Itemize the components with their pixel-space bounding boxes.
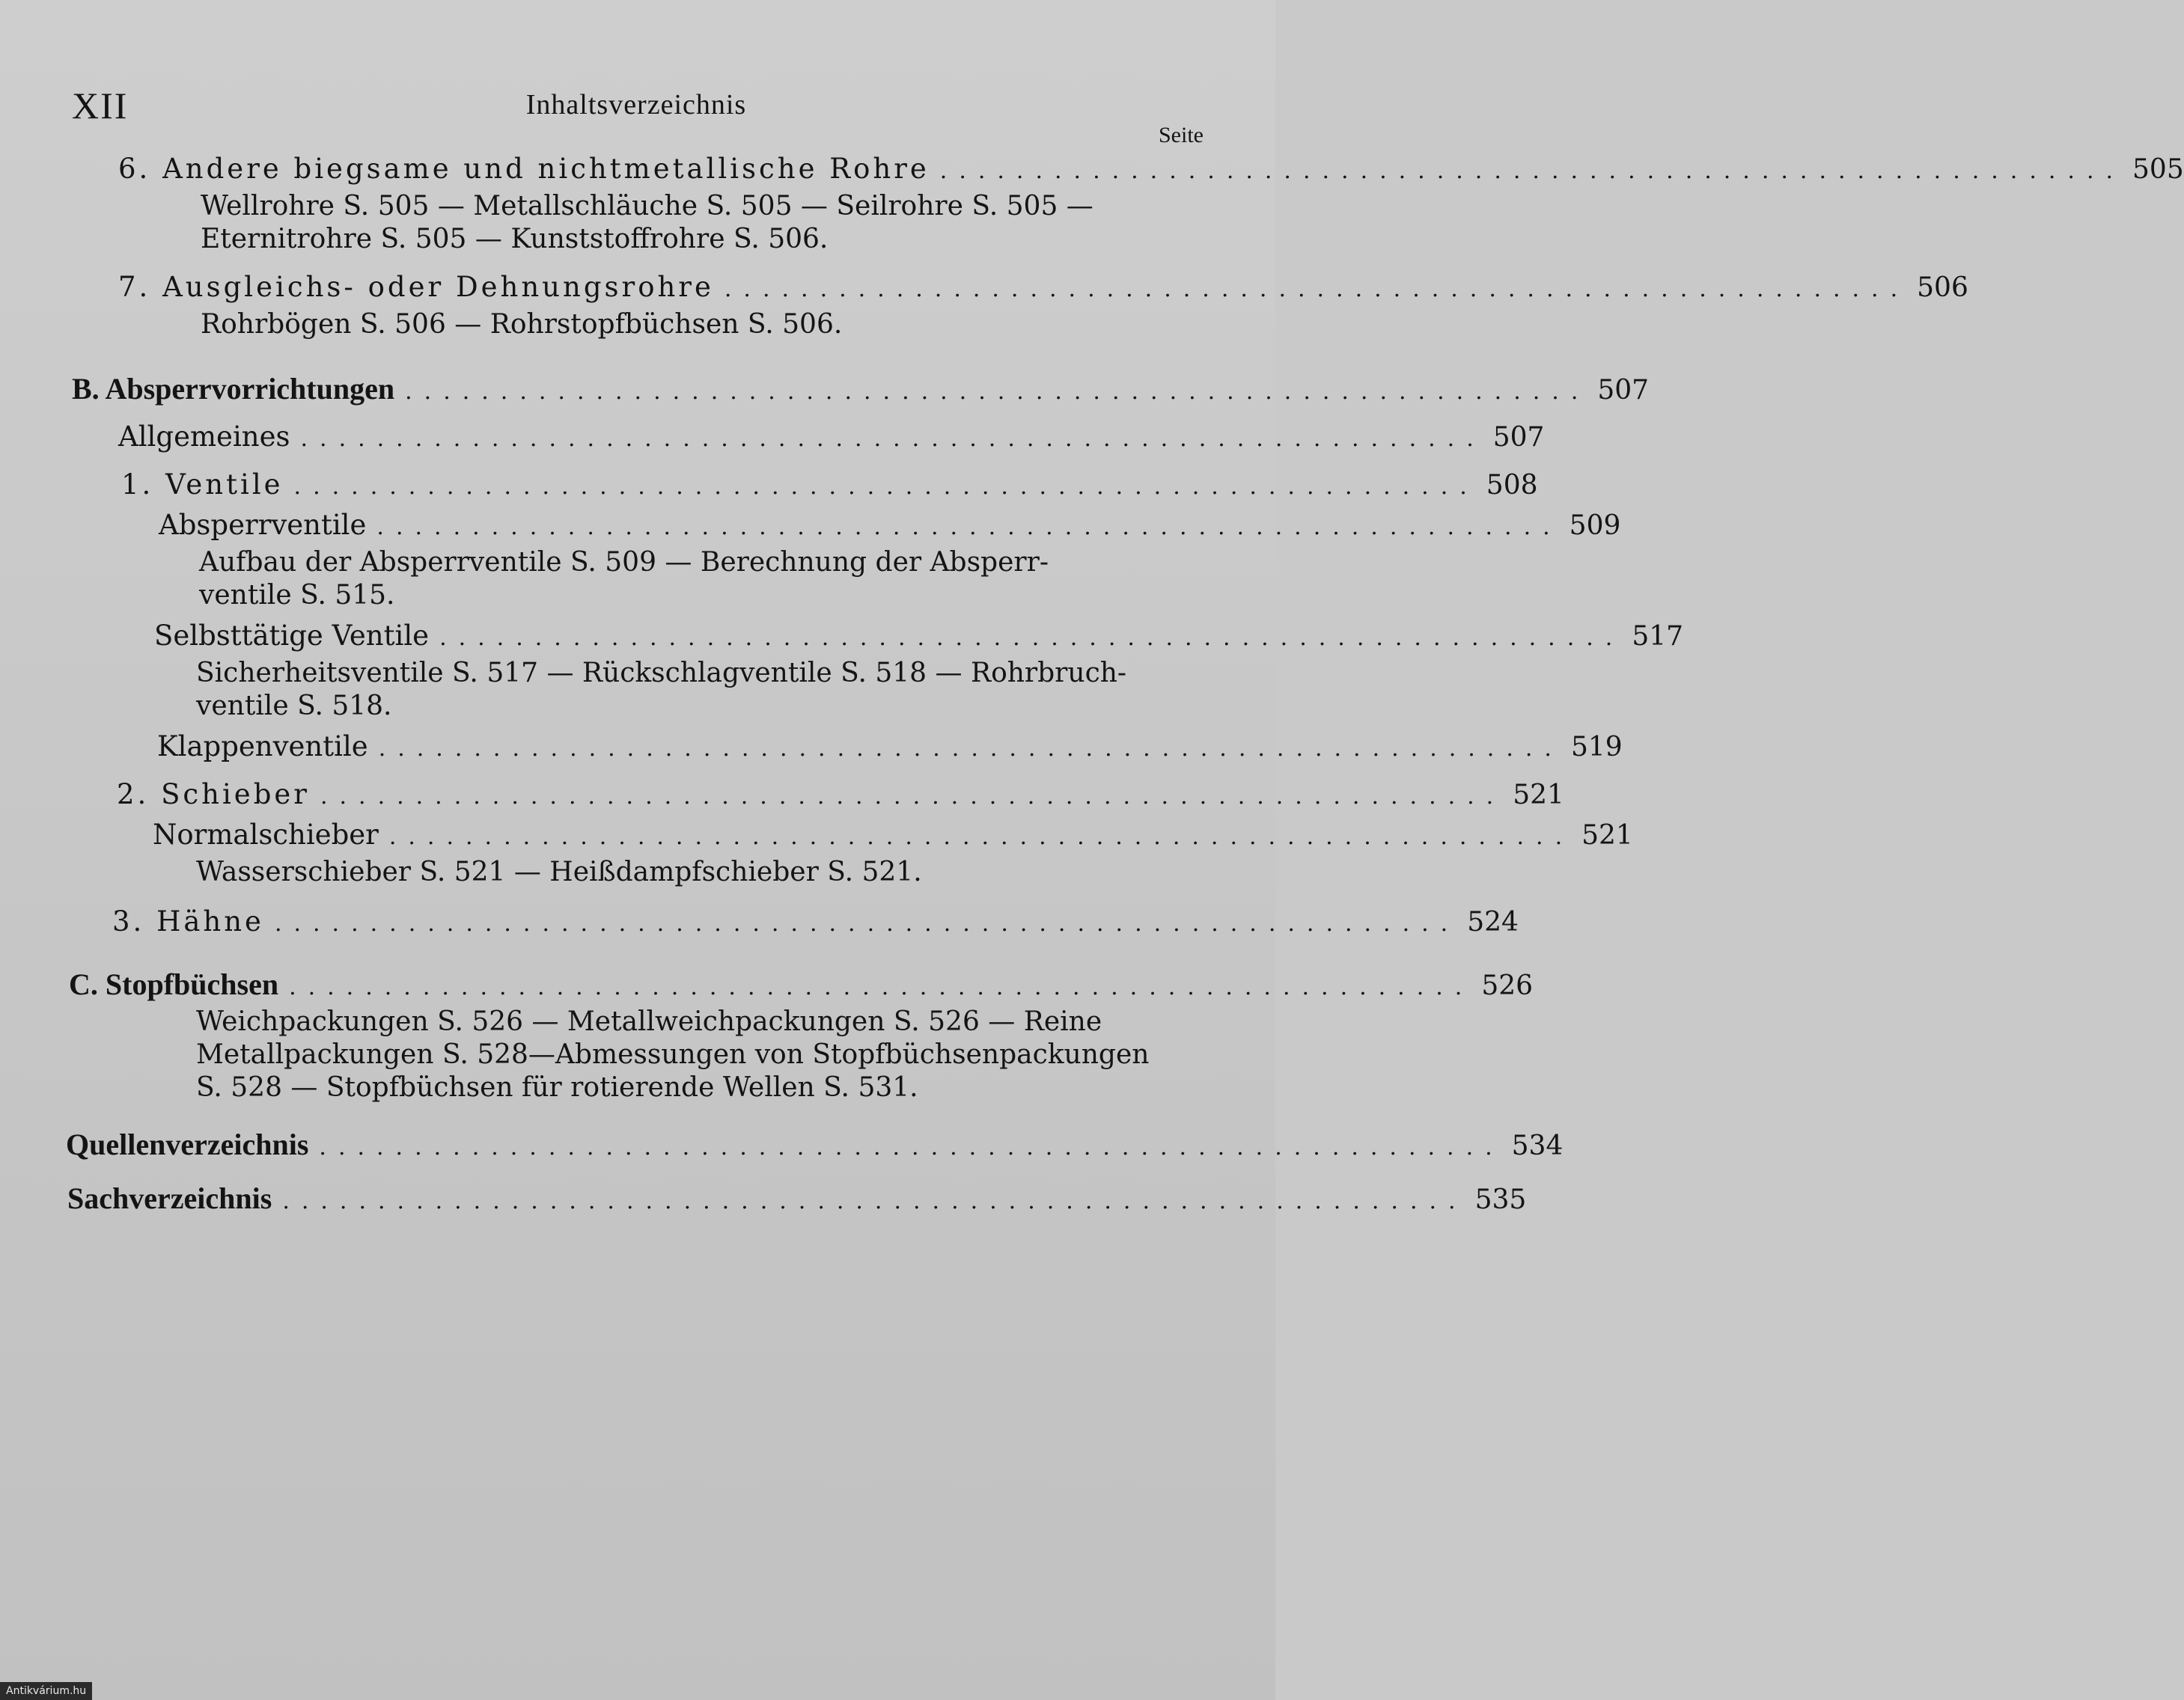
leader-dots: ..............................................................	[282, 1188, 1468, 1214]
toc-entry-haehne[interactable]	[112, 905, 1519, 938]
toc-entry-klappenventile[interactable]	[157, 730, 1623, 762]
page-title: Inhaltsverzeichnis	[525, 89, 747, 120]
leader-dots: ..............................................................	[378, 736, 1564, 762]
toc-entry-normalschieber[interactable]	[153, 819, 1633, 851]
toc-section-label: C. Stopfbüchsen	[69, 967, 279, 1001]
leader-dots: ..............................................................	[274, 911, 1460, 937]
leader-dots: ..............................................................	[439, 625, 1625, 651]
leader-dots: ..............................................................	[388, 824, 1575, 850]
toc-section-label: Quellenverzeichnis	[66, 1128, 309, 1161]
toc-entry-page: 521	[1513, 780, 1564, 810]
toc-entry-label: 1. Ventile	[121, 468, 284, 501]
leader-dots: ..............................................................	[289, 974, 1474, 1000]
toc-entry-label: Absperrventile	[159, 509, 367, 541]
toc-entry-sachverzeichnis[interactable]	[67, 1181, 1527, 1216]
toc-entry-label: 7. Ausgleichs- oder Dehnungsrohre	[118, 271, 714, 303]
toc-entry-page: 535	[1474, 1184, 1527, 1215]
toc-entry-page: 517	[1632, 621, 1684, 652]
leader-dots: ..............................................................	[939, 158, 2126, 184]
watermark: Antikvárium.hu	[0, 1682, 92, 1700]
toc-entry-page: 519	[1570, 732, 1623, 762]
toc-entry-absperrventile-description: Aufbau der Absperrventile S. 509 — Berechnung der Absperr- ventile S. 515.	[199, 547, 1049, 611]
toc-entry-label: Selbsttätige Ventile	[154, 620, 430, 652]
toc-entry-ventile[interactable]	[121, 468, 1538, 501]
leader-dots: ..............................................................	[300, 426, 1486, 452]
toc-entry-label: Klappenventile	[157, 730, 368, 762]
toc-entry-absperrventile[interactable]	[159, 509, 1621, 541]
toc-entry-page: 507	[1597, 375, 1650, 406]
toc-entry-allgemeines[interactable]	[118, 421, 1545, 453]
toc-entry-page: 508	[1486, 470, 1538, 501]
toc-entry-7[interactable]	[118, 271, 1968, 303]
toc-entry-6-description: Wellrohre S. 505 — Metallschläuche S. 505 — Seilrohre S. 505 — Eternitrohre S. 505 — Kunststoffrohre S. 506.	[201, 191, 1093, 254]
toc-section-c-description: Weichpackungen S. 526 — Metallweichpackungen S. 526 — Reine Metallpackungen S. 528—Abmessungen von Stopfbüchsenpackungen S. 528 — Stopfbüchsen für rotierende Wellen S. 531.	[196, 1006, 1150, 1103]
leader-dots: ..............................................................	[320, 783, 1506, 810]
toc-entry-label: 3. Hähne	[112, 905, 264, 938]
leader-dots: ..............................................................	[376, 514, 1562, 540]
toc-entry-page: 524	[1467, 907, 1519, 938]
leader-dots: ..............................................................	[293, 474, 1479, 500]
seite-label: Seite	[1159, 123, 1204, 147]
toc-entry-page: 505	[2132, 154, 2184, 185]
toc-section-label: Sachverzeichnis	[67, 1181, 272, 1215]
toc-entry-label: 2. Schieber	[117, 778, 310, 810]
toc-entry-page: 526	[1481, 970, 1534, 1001]
page-number: XII	[72, 85, 129, 126]
toc-entry-selbsttaetige-description: Sicherheitsventile S. 517 — Rückschlagventile S. 518 — Rohrbruch- ventile S. 518.	[196, 658, 1127, 721]
toc-entry-selbsttaetige-ventile[interactable]	[154, 620, 1684, 652]
toc-entry-7-description: Rohrbögen S. 506 — Rohrstopfbüchsen S. 506.	[201, 309, 843, 340]
toc-entry-page: 534	[1511, 1131, 1564, 1161]
toc-entry-normalschieber-description: Wasserschieber S. 521 — Heißdampfschieber S. 521.	[196, 857, 922, 887]
toc-entry-page: 521	[1581, 820, 1633, 851]
toc-entry-page: 509	[1569, 510, 1621, 541]
toc-entry-page: 507	[1492, 422, 1545, 453]
leader-dots: ..............................................................	[319, 1134, 1504, 1161]
leader-dots: ..............................................................	[405, 379, 1590, 405]
toc-entry-label: Normalschieber	[153, 819, 379, 851]
toc-entry-quellenverzeichnis[interactable]	[66, 1127, 1564, 1162]
toc-section-c[interactable]	[69, 967, 1534, 1002]
toc-entry-label: Allgemeines	[118, 421, 290, 453]
toc-entry-6[interactable]	[118, 153, 2184, 185]
toc-section-b[interactable]	[72, 371, 1650, 406]
toc-entry-page: 506	[1917, 272, 1968, 303]
toc-entry-schieber[interactable]	[117, 778, 1564, 810]
toc-entry-label: 6. Andere biegsame und nichtmetallische Rohre	[118, 153, 930, 185]
leader-dots: ..............................................................	[724, 276, 1910, 302]
toc-section-label: B. Absperrvorrichtungen	[72, 372, 395, 406]
